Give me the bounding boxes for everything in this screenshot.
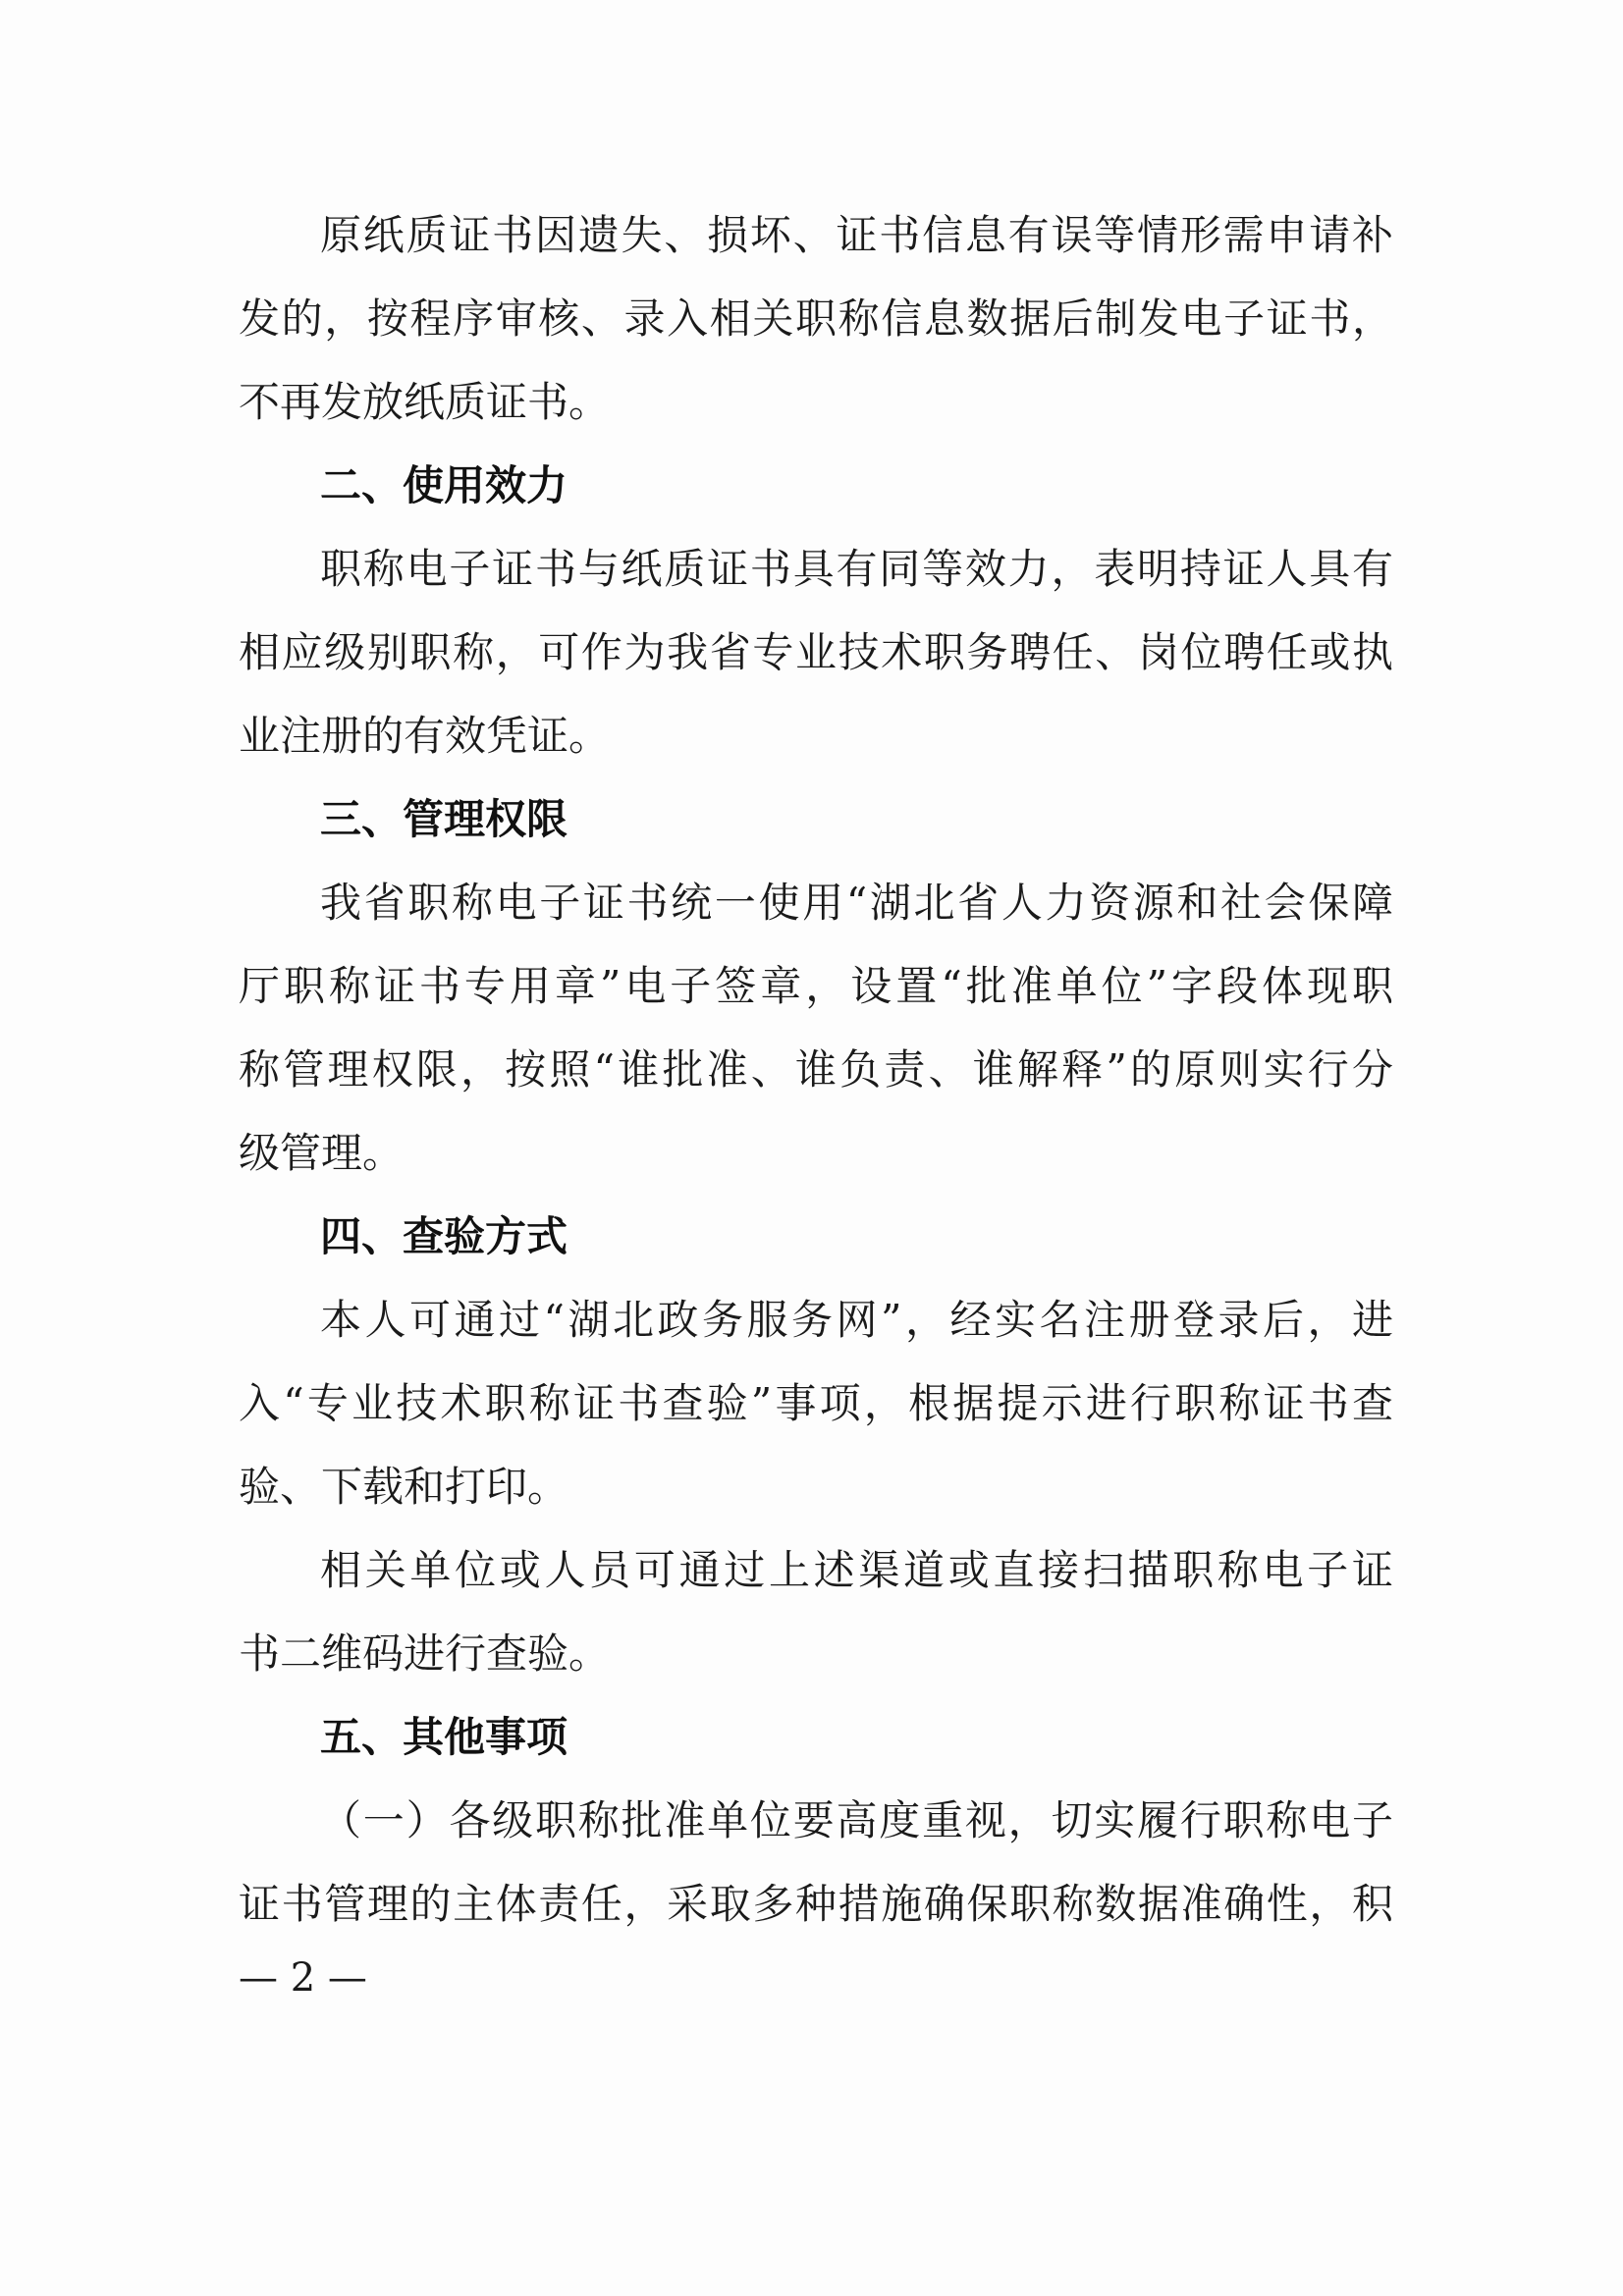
section-heading-authority: 三、管理权限 <box>320 795 568 843</box>
text-line: （一）各级职称批准单位要高度重视，切实履行职称电子 <box>320 1796 1393 1844</box>
text-line: 验、下载和打印。 <box>239 1463 569 1511</box>
text-line: 证书管理的主体责任，采取多种措施确保职称数据准确性，积 <box>239 1880 1393 1928</box>
text-line: 称管理权限，按照“谁批准、谁负责、谁解释”的原则实行分 <box>239 1045 1393 1094</box>
text-line: 职称电子证书与纸质证书具有同等效力，表明持证人具有 <box>320 545 1393 593</box>
text-line: 业注册的有效凭证。 <box>239 712 611 760</box>
text-line: 相关单位或人员可通过上述渠道或直接扫描职称电子证 <box>320 1546 1393 1594</box>
section-heading-validity: 二、使用效力 <box>320 461 568 509</box>
text-line: 原纸质证书因遗失、损坏、证书信息有误等情形需申请补 <box>320 211 1393 259</box>
text-line: 不再发放纸质证书。 <box>239 378 611 426</box>
text-line: 本人可通过“湖北政务服务网”，经实名注册登录后，进 <box>320 1296 1393 1344</box>
text-line: 书二维码进行查验。 <box>239 1629 611 1678</box>
text-line: 我省职称电子证书统一使用“湖北省人力资源和社会保障 <box>320 879 1393 927</box>
page-number: — 2 — <box>239 1955 367 2001</box>
text-line: 发的，按程序审核、录入相关职称信息数据后制发电子证书， <box>239 294 1393 343</box>
text-line: 相应级别职称，可作为我省专业技术职务聘任、岗位聘任或执 <box>239 628 1393 676</box>
section-heading-other: 五、其他事项 <box>320 1713 568 1761</box>
section-heading-verification: 四、查验方式 <box>320 1212 568 1260</box>
text-line: 入“专业技术职称证书查验”事项，根据提示进行职称证书查 <box>239 1379 1393 1427</box>
text-line: 厅职称证书专用章”电子签章，设置“批准单位”字段体现职 <box>239 962 1393 1010</box>
text-line: 级管理。 <box>239 1129 405 1177</box>
